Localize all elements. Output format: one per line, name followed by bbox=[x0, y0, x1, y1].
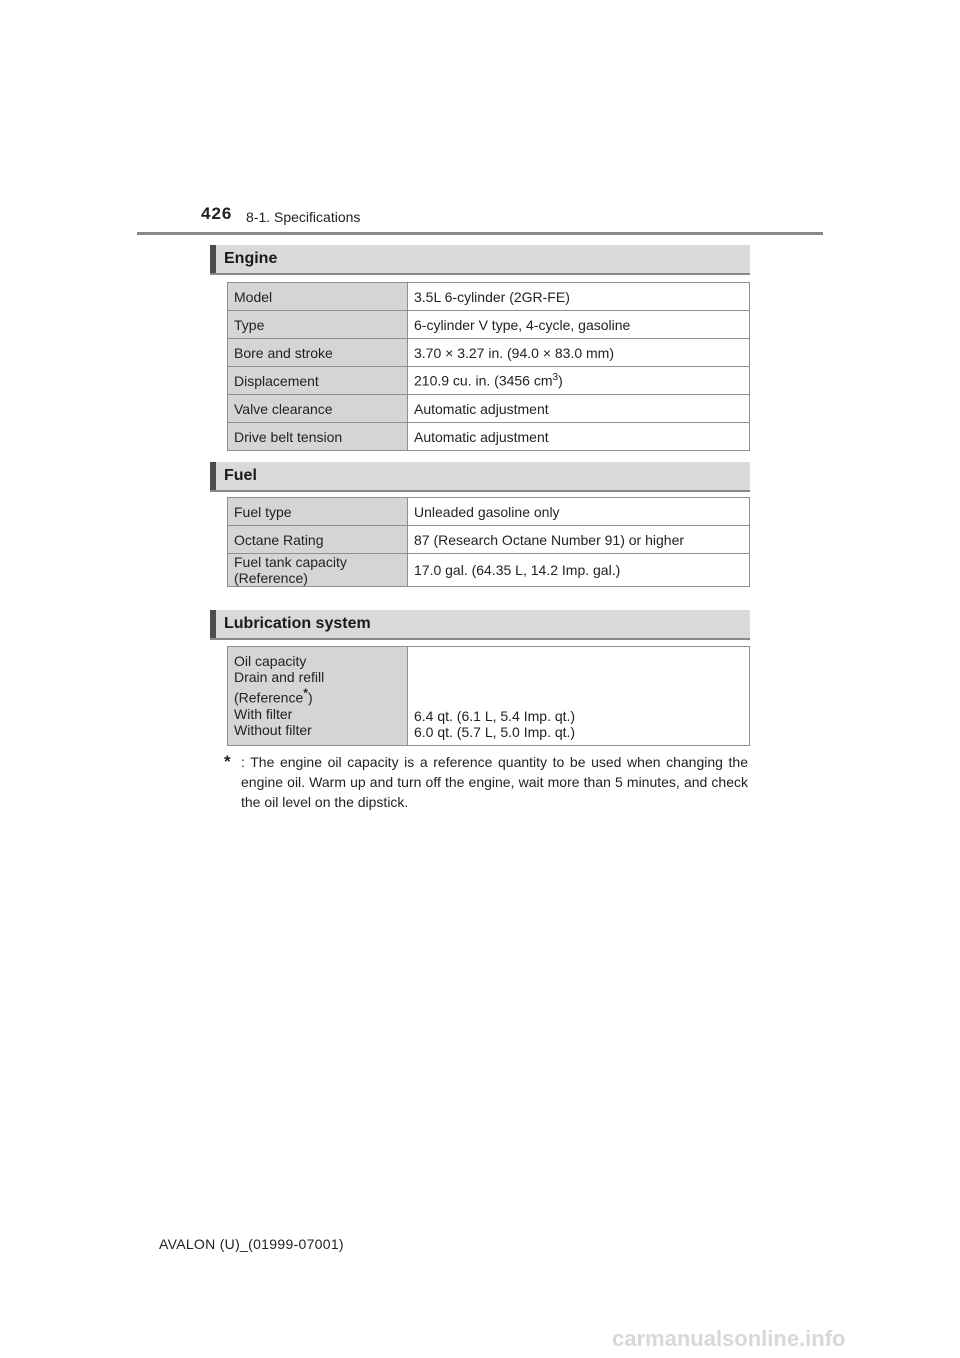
table-row bbox=[228, 647, 750, 746]
row-label: Drive belt tension bbox=[228, 423, 408, 451]
page-number: 426 bbox=[201, 204, 233, 223]
watermark: carmanualsonline.info bbox=[612, 1326, 846, 1351]
row-label: Fuel tank capacity (Reference) bbox=[228, 554, 408, 587]
asterisk-mark: * bbox=[303, 686, 308, 700]
row-label: Displacement bbox=[228, 367, 408, 395]
row-label: Bore and stroke bbox=[228, 339, 408, 367]
fuel-spec-table bbox=[227, 497, 750, 587]
row-value: Automatic adjustment bbox=[408, 395, 750, 423]
table-row bbox=[228, 283, 750, 311]
row-value: 6.4 qt. (6.1 L, 5.4 Imp. qt.) 6.0 qt. (5.7 L, 5.0 Imp. qt.) bbox=[408, 647, 750, 746]
row-value: 17.0 gal. (64.35 L, 14.2 Imp. gal.) bbox=[408, 554, 750, 587]
engine-title: Engine bbox=[224, 250, 278, 267]
fuel-section-heading bbox=[210, 462, 750, 492]
displacement-value: 210.9 cu. in. (3456 cm bbox=[414, 372, 553, 389]
oil-label-top: Oil capacity Drain and refill (Reference bbox=[234, 653, 325, 706]
table-row bbox=[228, 498, 750, 526]
row-value: 3.5L 6-cylinder (2GR-FE) bbox=[408, 283, 750, 311]
heading-bar bbox=[210, 462, 216, 490]
row-value: 87 (Research Octane Number 91) or higher bbox=[408, 526, 750, 554]
superscript: 3 bbox=[552, 372, 559, 384]
row-value: 3.70 × 3.27 in. (94.0 × 83.0 mm) bbox=[408, 339, 750, 367]
fuel-title: Fuel bbox=[224, 467, 257, 484]
row-label: Valve clearance bbox=[228, 395, 408, 423]
table-row bbox=[228, 423, 750, 451]
lubrication-spec-table bbox=[227, 646, 750, 746]
table-row bbox=[228, 367, 750, 395]
row-label: Model bbox=[228, 283, 408, 311]
header-rule bbox=[137, 232, 823, 235]
engine-section-heading bbox=[210, 245, 750, 275]
footnote-asterisk: * bbox=[224, 752, 231, 771]
oil-label-bottom: With filter Without filter bbox=[234, 705, 312, 738]
heading-bar bbox=[210, 610, 216, 638]
table-row bbox=[228, 554, 750, 587]
row-value bbox=[408, 367, 750, 395]
engine-spec-table bbox=[227, 282, 750, 451]
document-code: AVALON (U)_(01999-07001) bbox=[159, 1236, 344, 1252]
section-path: 8-1. Specifications bbox=[246, 209, 361, 225]
lubrication-title: Lubrication system bbox=[224, 615, 371, 632]
table-row bbox=[228, 395, 750, 423]
row-value: 6-cylinder V type, 4-cycle, gasoline bbox=[408, 311, 750, 339]
footnote bbox=[224, 752, 748, 812]
lubrication-section-heading bbox=[210, 610, 750, 640]
footnote-text: : The engine oil capacity is a reference quantity to be used when changing the engine oil. Warm up and turn off the engine, wait more than 5 minutes, and check the oil level on the dipstick. bbox=[241, 754, 748, 810]
row-label: Type bbox=[228, 311, 408, 339]
row-value: Unleaded gasoline only bbox=[408, 498, 750, 526]
row-value: Automatic adjustment bbox=[408, 423, 750, 451]
close-paren: ) bbox=[307, 689, 313, 706]
table-row bbox=[228, 311, 750, 339]
row-label: Octane Rating bbox=[228, 526, 408, 554]
row-label bbox=[228, 647, 408, 746]
table-row bbox=[228, 339, 750, 367]
close-paren: ) bbox=[558, 372, 563, 389]
table-row bbox=[228, 526, 750, 554]
heading-bar bbox=[210, 245, 216, 273]
row-label: Fuel type bbox=[228, 498, 408, 526]
